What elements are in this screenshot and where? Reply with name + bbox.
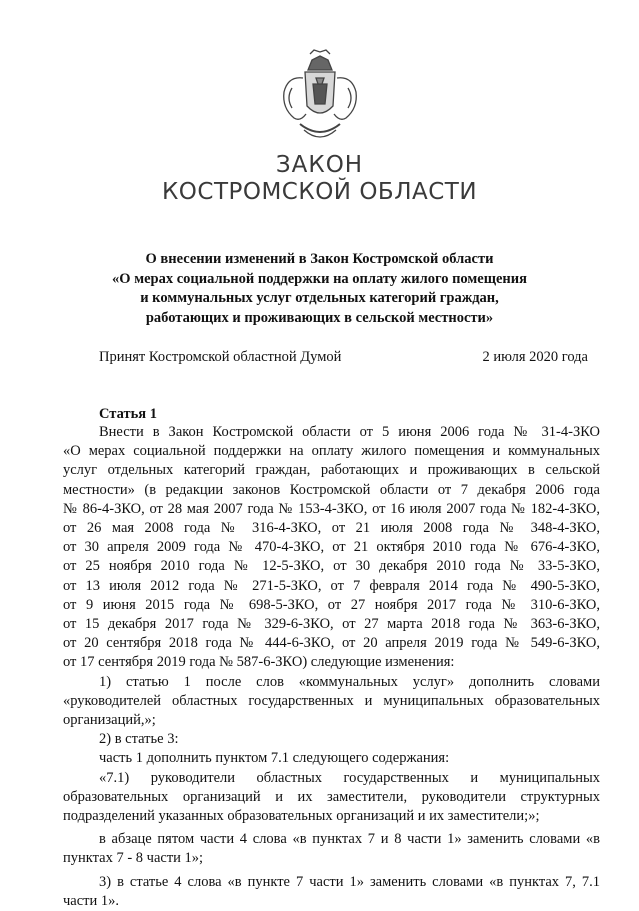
item-1: [63, 673, 600, 731]
text-line: Внести в Закон Костромской области от 5 июня 2006 года № 31-4-ЗКО: [99, 424, 600, 440]
text-line: «руководителей областных государственных и муниципальных образовательных: [63, 692, 600, 709]
heading-line: «О мерах социальной поддержки на оплату жилого помещения: [112, 270, 527, 287]
text-line: 3) в статье 4 слова «в пункте 7 части 1» заменить словами «в пунктах 7, 7.1: [99, 873, 600, 890]
text-line: от 30 апреля 2009 года № 470-4-ЗКО, от 21 октября 2010 года № 676-4-ЗКО,: [63, 539, 600, 556]
text-line: от 26 мая 2008 года № 316-4-ЗКО, от 21 июля 2008 года № 348-4-ЗКО,: [63, 520, 600, 537]
text-line: от 9 июня 2015 года № 698-5-ЗКО, от 27 ноября 2017 года № 310-6-ЗКО,: [63, 596, 600, 613]
text-line: местности» (в редакции законов Костромской области от 7 декабря 2006 года: [63, 481, 600, 498]
text-line: от 15 декабря 2017 года № 329-6-ЗКО, от 27 марта 2018 года № 363-6-ЗКО,: [63, 616, 600, 633]
intro-paragraph: [63, 423, 600, 673]
text-line: от 20 сентября 2018 года № 444-6-ЗКО, от 20 апреля 2019 года № 549-6-ЗКО,: [63, 635, 600, 652]
text-line: в абзаце пятом части 4 слова «в пунктах 7 и 8 части 1» заменить словами «в: [99, 831, 600, 848]
heading-line: работающих и проживающих в сельской местности»: [145, 309, 494, 326]
adopted-by: Принят Костромской областной Думой: [99, 349, 342, 365]
law-title: ЗАКОН: [275, 152, 364, 178]
article-body: [63, 423, 600, 911]
text-line: подразделений указанных образовательных организаций и их заместители;»;: [63, 808, 540, 825]
heading-line: и коммунальных услуг отдельных категорий граждан,: [140, 290, 499, 306]
law-heading: [60, 250, 579, 328]
text-line: от 13 июля 2012 года № 271-5-ЗКО, от 7 февраля 2014 года № 490-5-ЗКО,: [63, 577, 600, 594]
item-2: [63, 730, 600, 768]
law-region-title: КОСТРОМСКОЙ ОБЛАСТИ: [161, 179, 478, 205]
coat-of-arms-emblem: [270, 48, 370, 148]
text-line: 2) в статье 3:: [99, 731, 179, 748]
quoted-item-7-1: [63, 769, 600, 827]
article-title: Статья 1: [99, 406, 157, 422]
text-line: пунктах 7 - 8 части 1»;: [63, 850, 204, 867]
heading-line: О внесении изменений в Закон Костромской области: [145, 251, 494, 267]
text-line: «О мерах социальной поддержки на оплату жилого помещения и коммунальных: [63, 443, 600, 460]
paragraph-5-change: [63, 830, 600, 868]
text-line: часть 1 дополнить пунктом 7.1 следующего содержания:: [99, 750, 450, 767]
item-3: [63, 873, 600, 911]
text-line: 1) статью 1 после слов «коммунальных услуг» дополнить словами: [99, 673, 600, 690]
text-line: «7.1) руководители областных государственных и муниципальных: [99, 769, 600, 786]
text-line: организаций,»;: [63, 712, 156, 729]
adoption-date: 2 июля 2020 года: [482, 349, 588, 365]
text-line: от 25 ноября 2010 года № 12-5-ЗКО, от 30 декабря 2010 года № 33-5-ЗКО,: [63, 558, 600, 575]
text-line: образовательных организаций и их заместители, руководители структурных: [63, 788, 600, 805]
text-line: от 17 сентября 2019 года № 587-6-ЗКО) следующие изменения:: [63, 654, 455, 671]
adoption-line: [99, 349, 588, 366]
text-line: части 1».: [63, 892, 120, 909]
text-line: услуг отдельных категорий граждан, работающих и проживающих в сельской: [63, 462, 600, 479]
text-line: № 86-4-ЗКО, от 28 мая 2007 года № 153-4-ЗКО, от 16 июля 2007 года № 182-4-ЗКО,: [63, 500, 600, 517]
